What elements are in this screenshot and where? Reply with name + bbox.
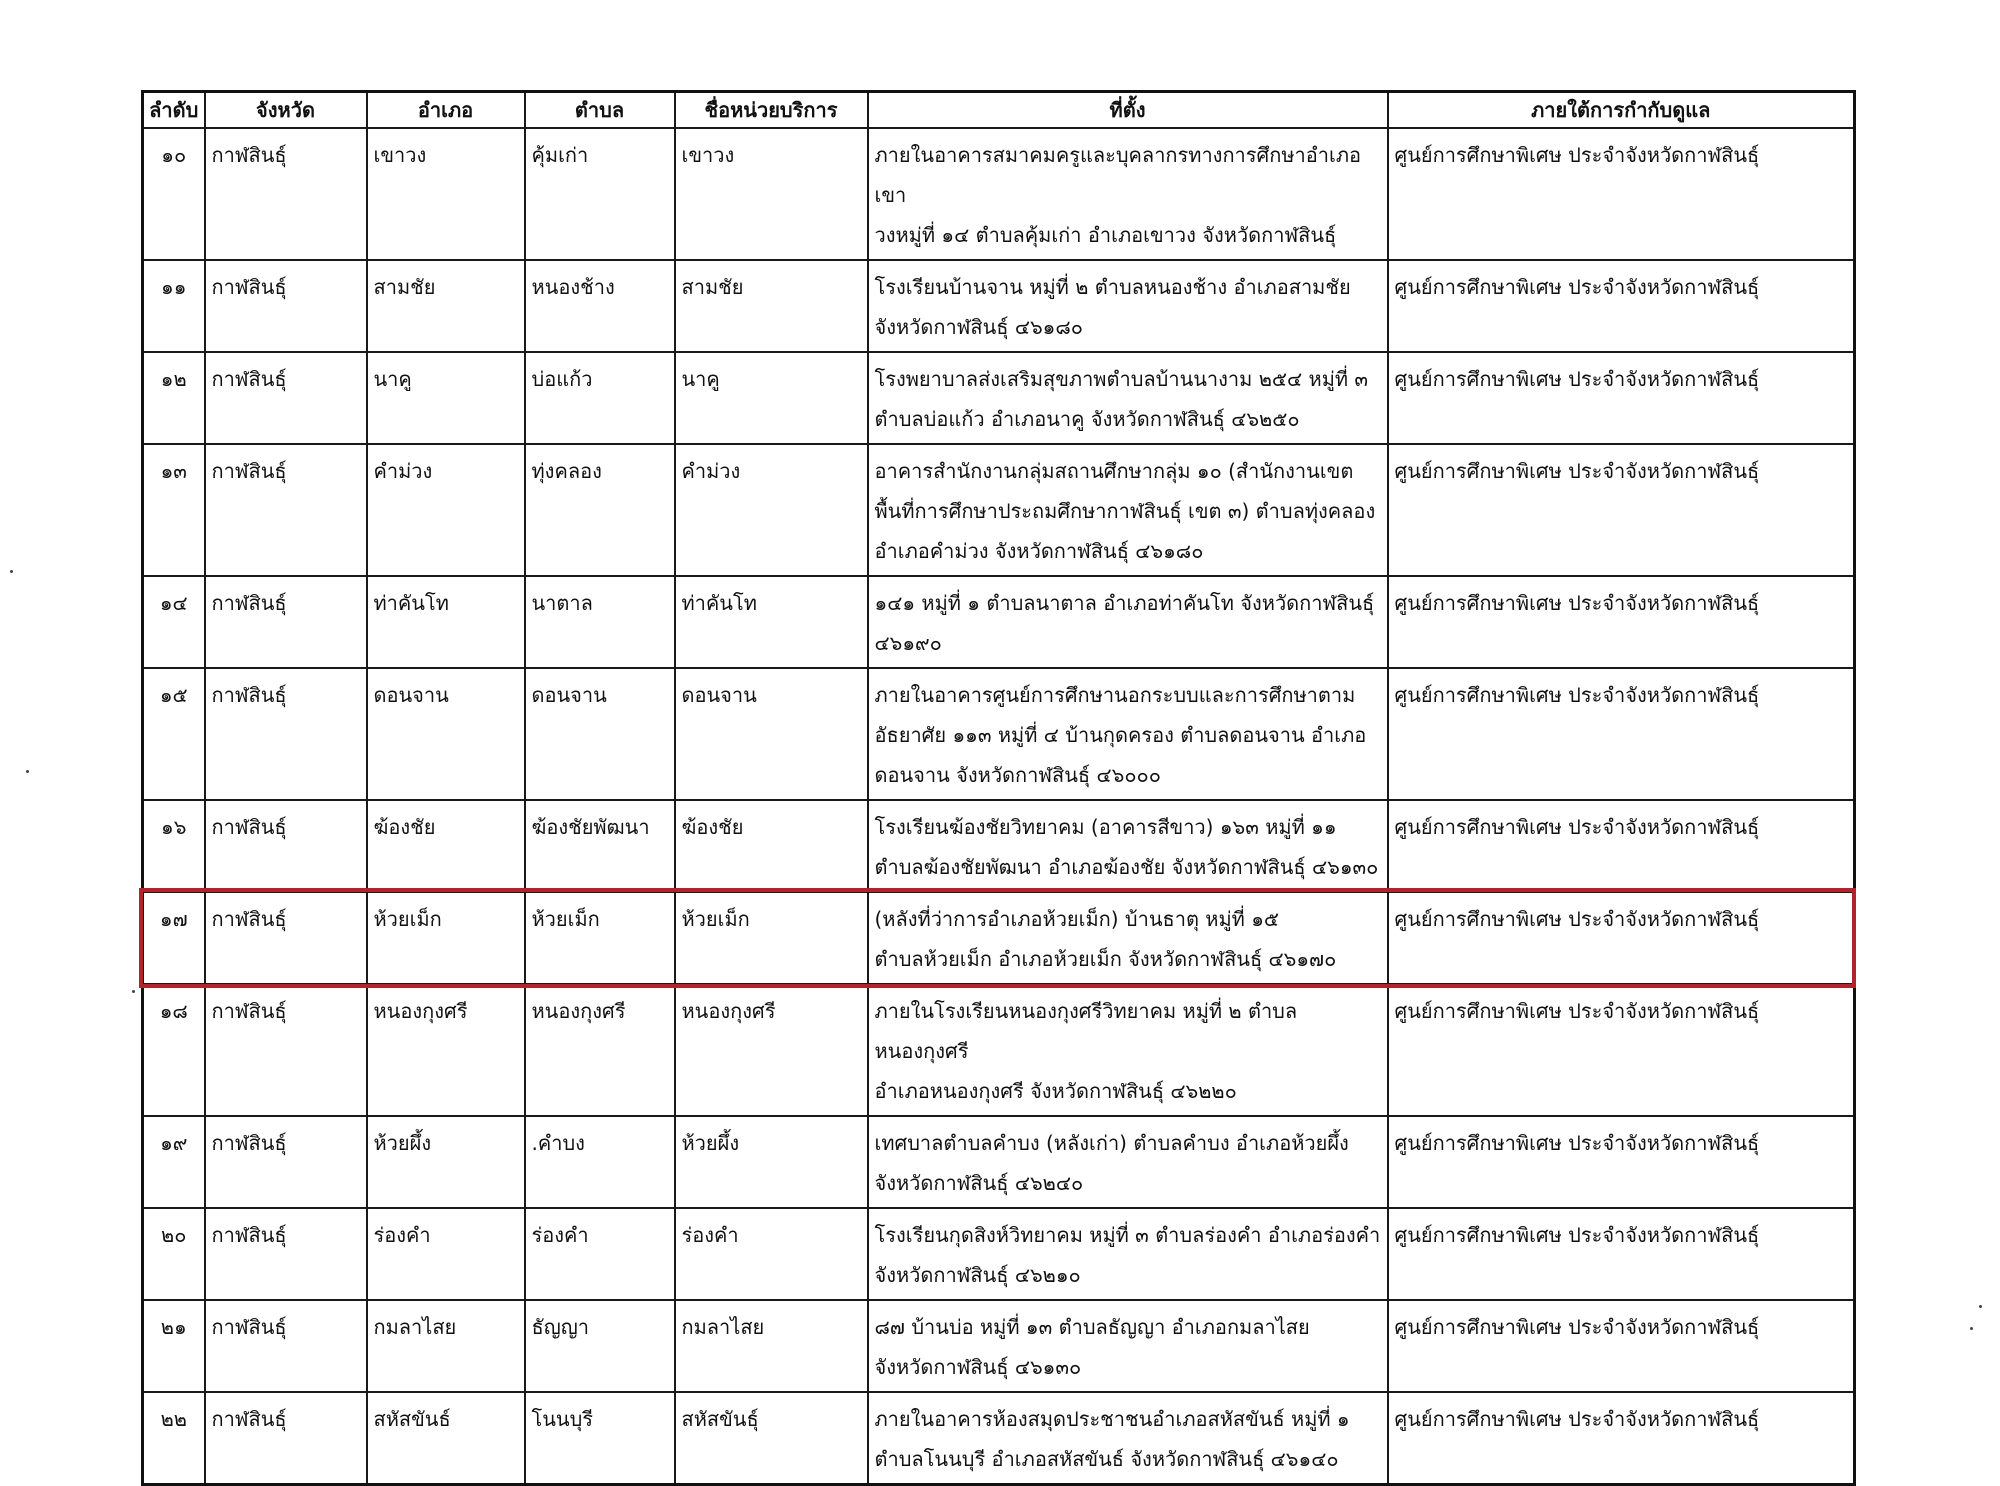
row-location (868, 260, 1388, 352)
row-subdistrict: ทุ่งคลอง (525, 444, 675, 576)
location-line: ๘๗ บ้านบ่อ หมู่ที่ ๑๓ ตำบลธัญญา อำเภอกมลาไสย (874, 1315, 1310, 1339)
table-row (143, 1300, 1855, 1392)
row-district: ดอนจาน (367, 668, 525, 800)
table-row (143, 352, 1855, 444)
row-district: ท่าคันโท (367, 576, 525, 668)
table-row (143, 1116, 1855, 1208)
row-province: กาฬสินธุ์ (205, 984, 367, 1116)
row-district: ฆ้องชัย (367, 800, 525, 892)
scan-speck (1970, 1327, 1973, 1330)
row-supervisor: ศูนย์การศึกษาพิเศษ ประจำจังหวัดกาฬสินธุ์ (1388, 1300, 1855, 1392)
row-unit-name: สหัสขันธุ์ (675, 1392, 868, 1485)
location-line: ภายในโรงเรียนหนองกุงศรีวิทยาคม หมู่ที่ ๒ ตำบลหนองกุงศรี (874, 999, 1298, 1063)
row-unit-name: ร่องคำ (675, 1208, 868, 1300)
location-line: จังหวัดกาฬสินธุ์ ๔๖๑๓๐ (874, 1355, 1082, 1379)
table-row (143, 576, 1855, 668)
table-row (143, 444, 1855, 576)
row-subdistrict: ดอนจาน (525, 668, 675, 800)
row-district: ห้วยเม็ก (367, 892, 525, 984)
row-location (868, 1392, 1388, 1485)
location-line: (หลังที่ว่าการอำเภอห้วยเม็ก) บ้านธาตุ หมู่ที่ ๑๕ (874, 907, 1280, 931)
location-line: ตำบลฆ้องชัยพัฒนา อำเภอฆ้องชัย จังหวัดกาฬสินธุ์ ๔๖๑๓๐ (874, 855, 1379, 879)
row-supervisor: ศูนย์การศึกษาพิเศษ ประจำจังหวัดกาฬสินธุ์ (1388, 800, 1855, 892)
row-unit-name: นาคู (675, 352, 868, 444)
row-unit-name: ห้วยผึ้ง (675, 1116, 868, 1208)
location-line: ภายในอาคารสมาคมครูและบุคลากรทางการศึกษาอำเภอเขา (874, 143, 1362, 207)
location-line: จังหวัดกาฬสินธุ์ ๔๖๑๘๐ (874, 315, 1084, 339)
row-district: ร่องคำ (367, 1208, 525, 1300)
location-line: อาคารสำนักงานกลุ่มสถานศึกษากลุ่ม ๑๐ (สำนักงานเขต (874, 459, 1354, 483)
row-supervisor: ศูนย์การศึกษาพิเศษ ประจำจังหวัดกาฬสินธุ์ (1388, 1392, 1855, 1485)
row-district: กมลาไสย (367, 1300, 525, 1392)
row-no: ๑๑ (143, 260, 205, 352)
location-line: ภายในอาคารศูนย์การศึกษานอกระบบและการศึกษาตาม (874, 683, 1356, 707)
row-unit-name: เขาวง (675, 128, 868, 260)
row-supervisor: ศูนย์การศึกษาพิเศษ ประจำจังหวัดกาฬสินธุ์ (1388, 576, 1855, 668)
row-location (868, 128, 1388, 260)
location-line: โรงพยาบาลส่งเสริมสุขภาพตำบลบ้านนางาม ๒๕๔ หมู่ที่ ๓ (874, 367, 1369, 391)
row-subdistrict: ห้วยเม็ก (525, 892, 675, 984)
table-row (143, 800, 1855, 892)
location-line: ๔๖๑๙๐ (874, 631, 942, 655)
scan-speck (132, 990, 135, 993)
row-district: คำม่วง (367, 444, 525, 576)
row-unit-name: ห้วยเม็ก (675, 892, 868, 984)
scan-speck (1979, 1305, 1982, 1308)
row-no: ๑๕ (143, 668, 205, 800)
location-line: ตำบลห้วยเม็ก อำเภอห้วยเม็ก จังหวัดกาฬสินธุ์ ๔๖๑๗๐ (874, 947, 1337, 971)
location-line: อัธยาศัย ๑๑๓ หมู่ที่ ๔ บ้านกุดครอง ตำบลดอนจาน อำเภอ (874, 723, 1367, 747)
row-supervisor: ศูนย์การศึกษาพิเศษ ประจำจังหวัดกาฬสินธุ์ (1388, 892, 1855, 984)
location-line: โรงเรียนฆ้องชัยวิทยาคม (อาคารสีขาว) ๑๖๓ หมู่ที่ ๑๑ (874, 815, 1337, 839)
header-unit-name: ชื่อหน่วยบริการ (675, 92, 868, 129)
table-row (143, 128, 1855, 260)
row-no: ๑๒ (143, 352, 205, 444)
row-location (868, 444, 1388, 576)
location-line: ดอนจาน จังหวัดกาฬสินธุ์ ๔๖๐๐๐ (874, 763, 1161, 787)
row-unit-name: กมลาไสย (675, 1300, 868, 1392)
location-line: ภายในอาคารห้องสมุดประชาชนอำเภอสหัสขันธ์ หมู่ที่ ๑ (874, 1407, 1350, 1431)
row-district: นาคู (367, 352, 525, 444)
row-supervisor: ศูนย์การศึกษาพิเศษ ประจำจังหวัดกาฬสินธุ์ (1388, 984, 1855, 1116)
row-location (868, 576, 1388, 668)
row-unit-name: ดอนจาน (675, 668, 868, 800)
row-supervisor: ศูนย์การศึกษาพิเศษ ประจำจังหวัดกาฬสินธุ์ (1388, 444, 1855, 576)
row-no: ๑๓ (143, 444, 205, 576)
header-location: ที่ตั้ง (868, 92, 1388, 129)
table-row (143, 1392, 1855, 1485)
table-row (143, 984, 1855, 1116)
row-unit-name: สามชัย (675, 260, 868, 352)
row-supervisor: ศูนย์การศึกษาพิเศษ ประจำจังหวัดกาฬสินธุ์ (1388, 352, 1855, 444)
row-no: ๑๘ (143, 984, 205, 1116)
header-province: จังหวัด (205, 92, 367, 129)
service-unit-table (141, 90, 1856, 1486)
location-line: โรงเรียนกุดสิงห์วิทยาคม หมู่ที่ ๓ ตำบลร่องคำ อำเภอร่องคำ (874, 1223, 1381, 1247)
location-line: ตำบลบ่อแก้ว อำเภอนาคู จังหวัดกาฬสินธุ์ ๔๖๒๕๐ (874, 407, 1300, 431)
location-line: เทศบาลตำบลคำบง (หลังเก่า) ตำบลคำบง อำเภอห้วยผึ้ง (874, 1131, 1349, 1155)
row-district: สหัสขันธ์ (367, 1392, 525, 1485)
row-subdistrict: ร่องคำ (525, 1208, 675, 1300)
row-location (868, 352, 1388, 444)
row-supervisor: ศูนย์การศึกษาพิเศษ ประจำจังหวัดกาฬสินธุ์ (1388, 128, 1855, 260)
row-no: ๑๔ (143, 576, 205, 668)
location-line: จังหวัดกาฬสินธุ์ ๔๖๒๔๐ (874, 1171, 1084, 1195)
scan-speck (26, 770, 29, 773)
row-unit-name: ท่าคันโท (675, 576, 868, 668)
row-no: ๑๗ (143, 892, 205, 984)
location-line: อำเภอคำม่วง จังหวัดกาฬสินธุ์ ๔๖๑๘๐ (874, 539, 1204, 563)
location-line: โรงเรียนบ้านจาน หมู่ที่ ๒ ตำบลหนองช้าง อำเภอสามชัย (874, 275, 1351, 299)
row-unit-name: หนองกุงศรี (675, 984, 868, 1116)
row-location (868, 984, 1388, 1116)
row-subdistrict: โนนบุรี (525, 1392, 675, 1485)
row-province: กาฬสินธุ์ (205, 1300, 367, 1392)
location-line: พื้นที่การศึกษาประถมศึกษากาฬสินธุ์ เขต ๓) ตำบลทุ่งคลอง (874, 499, 1376, 523)
table-header-row (143, 92, 1855, 129)
row-subdistrict: หนองกุงศรี (525, 984, 675, 1116)
row-province: กาฬสินธุ์ (205, 444, 367, 576)
row-subdistrict: ฆ้องชัยพัฒนา (525, 800, 675, 892)
header-no: ลำดับ (143, 92, 205, 129)
row-province: กาฬสินธุ์ (205, 1116, 367, 1208)
row-unit-name: ฆ้องชัย (675, 800, 868, 892)
scan-speck (10, 570, 13, 573)
row-location (868, 1208, 1388, 1300)
row-no: ๑๐ (143, 128, 205, 260)
row-location (868, 668, 1388, 800)
table-row (143, 668, 1855, 800)
row-province: กาฬสินธุ์ (205, 1208, 367, 1300)
location-line: อำเภอหนองกุงศรี จังหวัดกาฬสินธุ์ ๔๖๒๒๐ (874, 1079, 1237, 1103)
row-subdistrict: บ่อแก้ว (525, 352, 675, 444)
table-row (143, 260, 1855, 352)
row-subdistrict: ธัญญา (525, 1300, 675, 1392)
row-province: กาฬสินธุ์ (205, 576, 367, 668)
row-province: กาฬสินธุ์ (205, 1392, 367, 1485)
table-row (143, 1208, 1855, 1300)
row-district: สามชัย (367, 260, 525, 352)
row-province: กาฬสินธุ์ (205, 128, 367, 260)
row-district: เขาวง (367, 128, 525, 260)
row-supervisor: ศูนย์การศึกษาพิเศษ ประจำจังหวัดกาฬสินธุ์ (1388, 260, 1855, 352)
row-district: หนองกุงศรี (367, 984, 525, 1116)
row-no: ๑๙ (143, 1116, 205, 1208)
row-location (868, 800, 1388, 892)
row-supervisor: ศูนย์การศึกษาพิเศษ ประจำจังหวัดกาฬสินธุ์ (1388, 668, 1855, 800)
row-province: กาฬสินธุ์ (205, 352, 367, 444)
row-no: ๑๖ (143, 800, 205, 892)
row-province: กาฬสินธุ์ (205, 800, 367, 892)
header-subdistrict: ตำบล (525, 92, 675, 129)
row-supervisor: ศูนย์การศึกษาพิเศษ ประจำจังหวัดกาฬสินธุ์ (1388, 1116, 1855, 1208)
row-province: กาฬสินธุ์ (205, 892, 367, 984)
row-location (868, 892, 1388, 984)
header-district: อำเภอ (367, 92, 525, 129)
row-no: ๒๑ (143, 1300, 205, 1392)
row-unit-name: คำม่วง (675, 444, 868, 576)
location-line: วงหมู่ที่ ๑๔ ตำบลคุ้มเก่า อำเภอเขาวง จังหวัดกาฬสินธุ์ (874, 223, 1337, 247)
row-province: กาฬสินธุ์ (205, 668, 367, 800)
row-no: ๒๒ (143, 1392, 205, 1485)
row-province: กาฬสินธุ์ (205, 260, 367, 352)
table-row (143, 892, 1855, 984)
row-subdistrict: หนองช้าง (525, 260, 675, 352)
row-location (868, 1300, 1388, 1392)
row-subdistrict: นาตาล (525, 576, 675, 668)
location-line: ตำบลโนนบุรี อำเภอสหัสขันธ์ จังหวัดกาฬสินธุ์ ๔๖๑๔๐ (874, 1447, 1339, 1471)
row-supervisor: ศูนย์การศึกษาพิเศษ ประจำจังหวัดกาฬสินธุ์ (1388, 1208, 1855, 1300)
header-supervisor: ภายใต้การกำกับดูแล (1388, 92, 1855, 129)
row-location (868, 1116, 1388, 1208)
location-line: ๑๔๑ หมู่ที่ ๑ ตำบลนาตาล อำเภอท่าคันโท จังหวัดกาฬสินธุ์ (874, 591, 1375, 615)
row-no: ๒๐ (143, 1208, 205, 1300)
location-line: จังหวัดกาฬสินธุ์ ๔๖๒๑๐ (874, 1263, 1081, 1287)
row-subdistrict: .คำบง (525, 1116, 675, 1208)
row-district: ห้วยผึ้ง (367, 1116, 525, 1208)
row-subdistrict: คุ้มเก่า (525, 128, 675, 260)
